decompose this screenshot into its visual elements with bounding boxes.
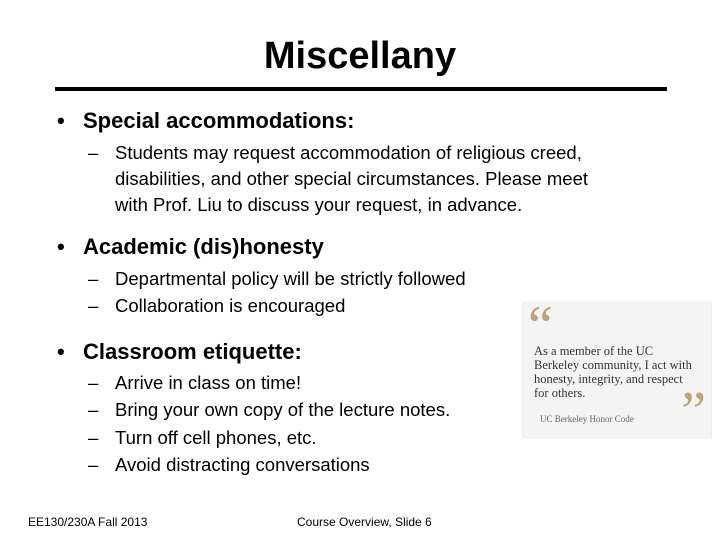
honor-code-quote	[522, 295, 712, 443]
bullet-heading: Classroom etiquette:	[83, 339, 302, 364]
footer-slide-label: Course Overview, Slide 6	[297, 515, 432, 529]
bullet-icon: •	[57, 339, 65, 364]
title-underline	[55, 87, 667, 91]
sub-item-collaboration: – Collaboration is encouraged	[88, 293, 345, 319]
sub-item-phones: – Turn off cell phones, etc.	[88, 425, 317, 451]
dash-icon: –	[88, 268, 99, 289]
bullet-icon: •	[57, 108, 65, 133]
quote-line: As a member of the UC	[534, 344, 654, 358]
sub-item-policy: – Departmental policy will be strictly followed	[88, 266, 466, 292]
page-title: Miscellany	[263, 35, 457, 77]
open-quote-icon: “	[528, 295, 553, 357]
sub-item-arrive: – Arrive in class on time!	[88, 370, 301, 396]
bullet-academic-honesty	[57, 233, 324, 261]
footer-course: EE130/230A Fall 2013	[28, 515, 148, 529]
sub-item-line: disabilities, and other special circumstances. Please meet	[115, 168, 589, 189]
bullet-icon: •	[57, 234, 65, 259]
sub-item-conversations: – Avoid distracting conversations	[88, 452, 370, 478]
dash-icon: –	[88, 427, 99, 448]
sub-item-line: with Prof. Liu to discuss your request, in advance.	[115, 194, 523, 215]
bullet-heading: Academic (dis)honesty	[83, 234, 324, 259]
bullet-special-accommodations	[57, 107, 354, 135]
bullet-classroom-etiquette	[57, 338, 302, 366]
dash-icon: –	[88, 399, 99, 420]
close-quote-icon: ”	[681, 381, 706, 443]
dash-icon: –	[88, 372, 99, 393]
quote-source: UC Berkeley Honor Code	[540, 414, 634, 424]
dash-icon: –	[88, 295, 99, 316]
sub-item-notes: – Bring your own copy of the lecture notes.	[88, 397, 450, 423]
sub-item-line: Students may request accommodation of religious creed,	[115, 142, 582, 163]
dash-icon: –	[88, 454, 99, 475]
quote-line: honesty, integrity, and respect	[534, 372, 683, 386]
dash-icon: –	[88, 142, 99, 163]
sub-item-accommodation	[88, 140, 588, 218]
quote-text	[534, 344, 704, 400]
bullet-heading: Special accommodations:	[83, 108, 355, 133]
quote-line: Berkeley community, I act with	[534, 358, 692, 372]
quote-line: for others.	[534, 386, 586, 400]
